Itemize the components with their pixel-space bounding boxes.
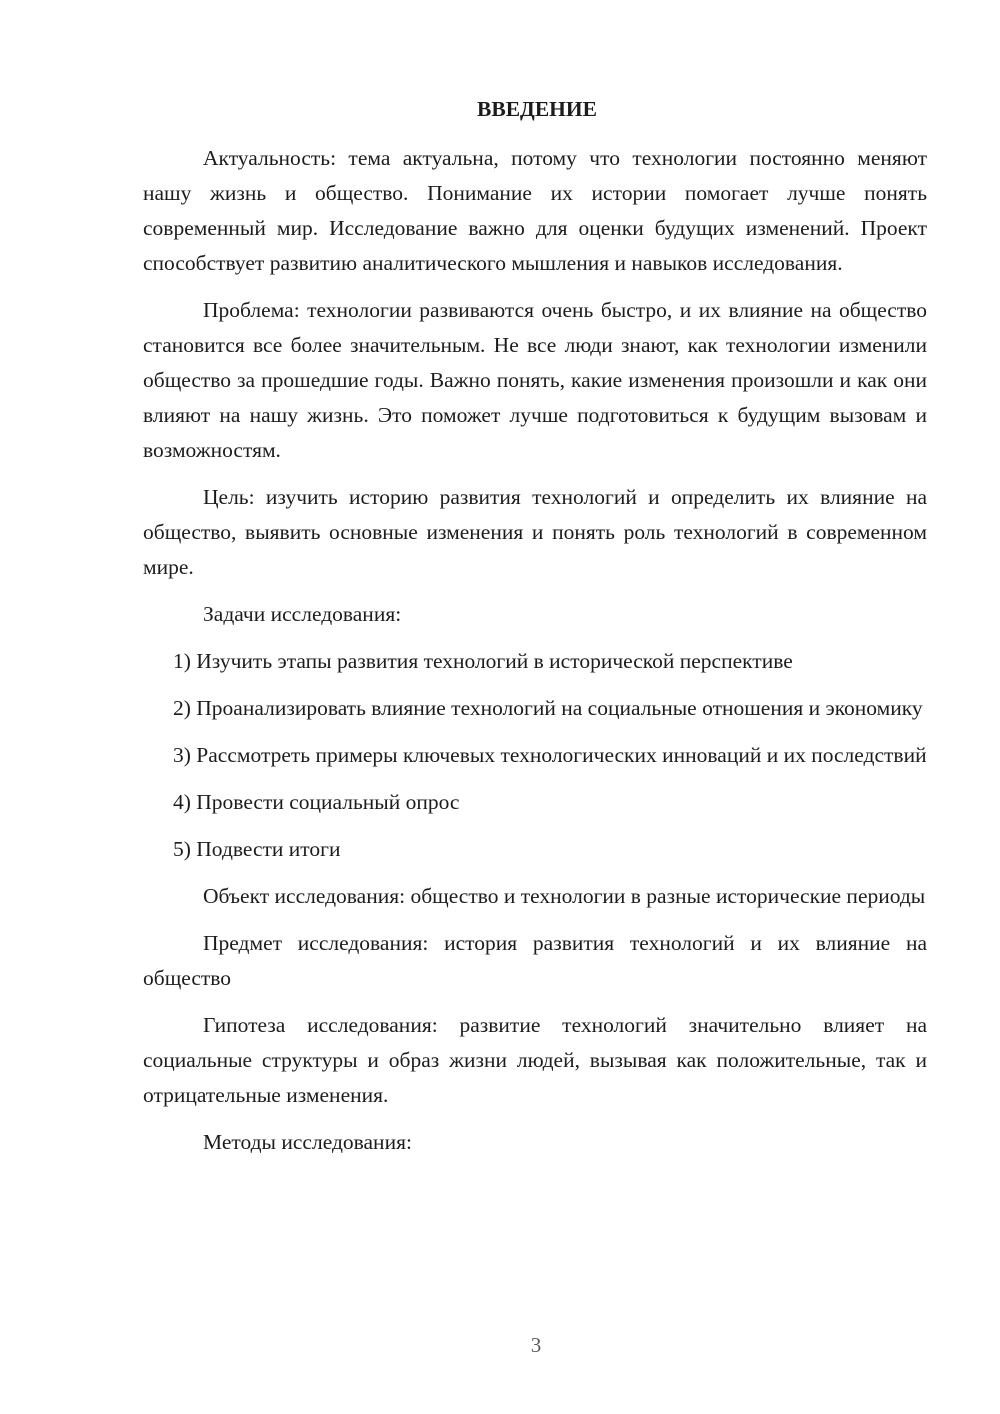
paragraph-object: Объект исследования: общество и технологии в разные исторические периоды: [203, 884, 926, 908]
paragraph-goal: Цель: изучить историю развития технологий и определить их влияние на общество, выявить основные изменения и понять роль технологий в современном мире.: [143, 485, 927, 579]
task-item-4: 4) Провести социальный опрос: [173, 790, 460, 814]
task-item-2: 2) Проанализировать влияние технологий на социальные отношения и экономику: [173, 696, 923, 720]
paragraph-problem: Проблема: технологии развиваются очень быстро, и их влияние на общество становится все более значительным. Не все люди знают, как технологии изменили общество за прошедшие годы. Важно понять, какие изменения произошли и как они влияют на нашу жизнь. Это поможет лучше подготовиться к будущим вызовам и возможностям.: [143, 298, 927, 462]
task-item-3: 3) Рассмотреть примеры ключевых технологических инноваций и их последствий: [173, 743, 927, 767]
paragraph-relevance: Актуальность: тема актуальна, потому что технологии постоянно меняют нашу жизнь и общество. Понимание их истории помогает лучше понять современный мир. Исследование важно для оценки будущих изменений. Проект способствует развитию аналитического мышления и навыков исследования.: [143, 146, 927, 275]
page-content: [143, 92, 927, 1160]
section-heading: ВВЕДЕНИЕ: [477, 97, 597, 121]
paragraph-methods-intro: Методы исследования:: [203, 1130, 412, 1154]
paragraph-hypothesis: Гипотеза исследования: развитие технологий значительно влияет на социальные структуры и образ жизни людей, вызывая как положительные, так и отрицательные изменения.: [143, 1013, 927, 1107]
task-item-1: 1) Изучить этапы развития технологий в исторической перспективе: [173, 649, 793, 673]
page-number: 3: [530, 1333, 542, 1357]
paragraph-subject: Предмет исследования: история развития технологий и их влияние на общество: [143, 931, 927, 990]
paragraph-tasks-intro: Задачи исследования:: [203, 602, 402, 626]
task-item-5: 5) Подвести итоги: [173, 837, 341, 861]
